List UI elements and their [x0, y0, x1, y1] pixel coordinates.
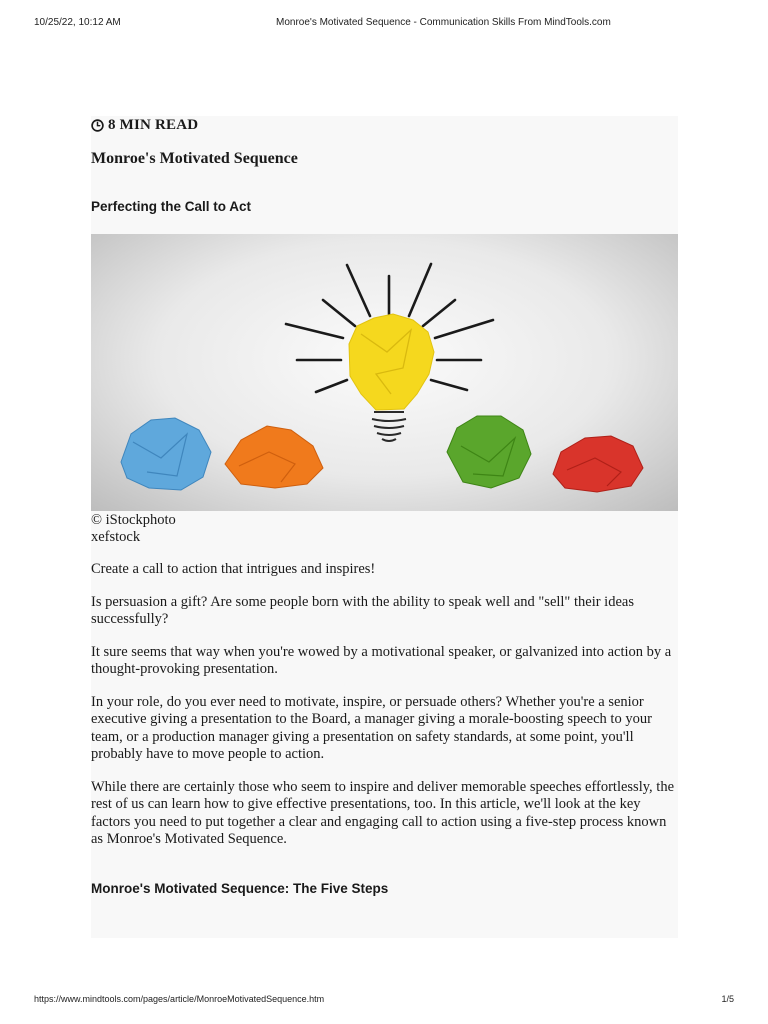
credit-author: xefstock: [91, 529, 141, 545]
article-subtitle: Perfecting the Call to Act: [91, 199, 252, 214]
print-page-title: Monroe's Motivated Sequence - Communication Skills From MindTools.com: [276, 17, 611, 28]
print-footer: [34, 994, 734, 1008]
orange-paper-ball: [225, 426, 323, 488]
read-time-label: 8 MIN READ: [108, 116, 199, 133]
paragraph: It sure seems that way when you're wowed by a motivational speaker, or galvanized into action by a thought-provoking presentation.: [91, 643, 672, 677]
green-paper-ball: [447, 416, 531, 488]
paragraph: While there are certainly those who seem to inspire and deliver memorable speeches effortlessly, the rest of us can learn how to give effective presentations, too. In this article, we'll look at the key factors you need to put together a clear and engaging call to action using a five-step process known as Monroe's Motivated Sequence.: [91, 778, 675, 847]
print-header: [34, 17, 734, 31]
print-datetime: 10/25/22, 10:12 AM: [34, 17, 121, 28]
page-number: 1/5: [721, 994, 734, 1004]
paragraph: Is persuasion a gift? Are some people born with the ability to speak well and "sell" their ideas successfully?: [91, 593, 634, 627]
article: [91, 116, 678, 938]
hero-image: [91, 234, 678, 511]
paragraph: In your role, do you ever need to motivate, inspire, or persuade others? Whether you're a senior executive giving a presentation to the Board, a manager giving a morale-boosting speech to your team, or a production manager giving a presentation on safety standards, at some point, you'll probably have to move people to action.: [91, 693, 652, 762]
crumpled-paper-lightbulb-image: [91, 234, 678, 511]
paragraph: Create a call to action that intrigues and inspires!: [91, 561, 376, 577]
red-paper-ball: [553, 436, 643, 492]
image-credit: [91, 512, 176, 546]
article-body: [91, 561, 678, 864]
section-heading: Monroe's Motivated Sequence: The Five Steps: [91, 881, 389, 896]
yellow-paper-ball: [349, 314, 434, 410]
article-title: Monroe's Motivated Sequence: [91, 150, 298, 167]
clock-icon: [91, 119, 104, 132]
credit-line: © iStockphoto: [91, 512, 176, 528]
page-url: https://www.mindtools.com/pages/article/MonroeMotivatedSequence.htm: [34, 994, 325, 1004]
read-time: [91, 116, 198, 134]
